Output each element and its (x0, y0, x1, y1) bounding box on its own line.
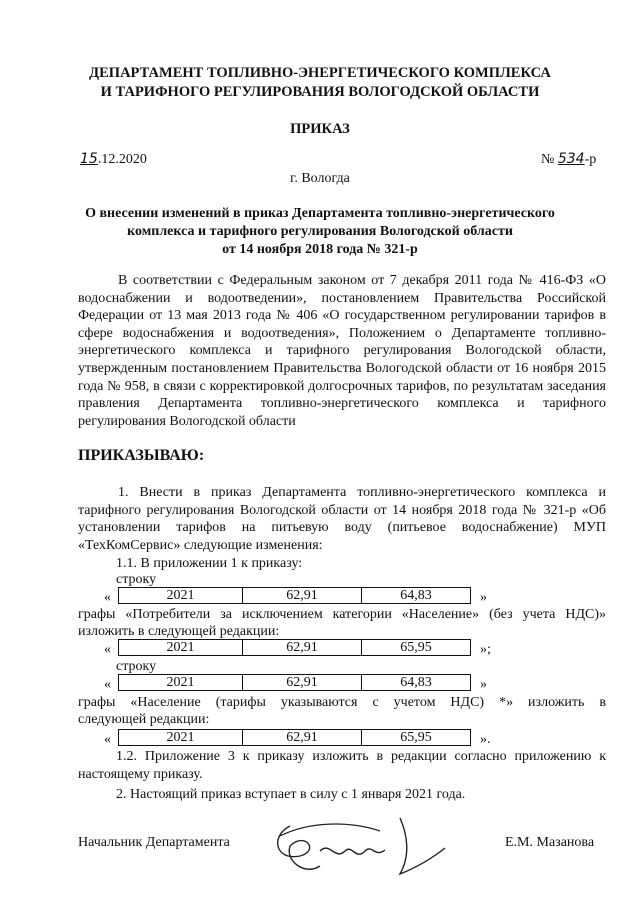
table-cell: 64,83 (362, 588, 471, 604)
document-number (541, 151, 596, 168)
signatory-position: Начальник Департамента (78, 835, 230, 850)
quote-open-1: « (104, 590, 111, 605)
table-row (119, 588, 471, 604)
title-line2: комплекса и тарифного регулирования Вологодской области (127, 224, 513, 239)
graph-a-text-line2: изложить в следующей редакции: (78, 624, 280, 639)
quote-close-dot: ». (480, 732, 491, 747)
order-word: ПРИКАЗЫВАЮ: (78, 447, 205, 464)
table-cell: 62,91 (243, 640, 362, 656)
document-date (80, 151, 147, 168)
graph-b-text-line2: следующей редакции: (78, 712, 210, 727)
date-rest: .12.2020 (97, 152, 147, 167)
department-name-line2: И ТАРИФНОГО РЕГУЛИРОВАНИЯ ВОЛОГОДСКОЙ ОБЛАСТИ (100, 84, 540, 100)
item-1-2: 1.2. Приложение 3 к приказу изложить в редакции согласно приложению к настоящему приказу. (78, 749, 606, 782)
graph-b-text-line1: графы «Население (тарифы указываются с учетом НДС) *» изложить в (78, 695, 606, 710)
quote-open-3: « (104, 677, 111, 692)
table-cell: 62,91 (243, 675, 362, 691)
quote-open-2: « (104, 642, 111, 657)
table-row (119, 730, 471, 746)
row-a-new-table (118, 639, 471, 656)
table-cell: 2021 (119, 640, 243, 656)
number-handwritten: 534 (557, 151, 585, 167)
graph-a-text-line1: графы «Потребители за исключением категории «Население» (без учета НДС)» (78, 607, 606, 622)
quote-close-1: » (480, 590, 487, 605)
item-1-1: 1.1. В приложении 1 к приказу: (116, 556, 303, 571)
word-row-1: строку (116, 572, 157, 587)
signatory-name: Е.М. Мазанова (505, 835, 595, 850)
preamble: В соответствии с Федеральным законом от 7 декабря 2011 года № 416-ФЗ «О водоснабжении и водоотведении», постановлением Правительства Российской Федерации от 13 мая 2013 года № 406 «О государственном регулировании тарифов в сфере водоснабжения и водоотведения», Положением о Департаменте топливно-энергетического комплекса и тарифного регулирования Вологодской области, утвержденным постановлением Правительства Вологодской области от 16 ноября 2015 года № 958, в связи с корректировкой долгосрочных тарифов, по результатам заседания правления Департамента топливно-энергетического комплекса и тарифного регулирования Вологодской области (78, 273, 606, 429)
title-line1: О внесении изменений в приказ Департамента топливно-энергетического (85, 206, 555, 221)
item-1: 1. Внести в приказ Департамента топливно-энергетического комплекса и тарифного регулирования Вологодской области от 14 ноября 2018 года № 321-р «Об установлении тарифов на питьевую воду (питьевое водоснабжение) МУП «ТехКомСервис» следующие изменения: (78, 485, 606, 553)
table-cell: 2021 (119, 675, 243, 691)
row-b-old-table (118, 674, 471, 691)
title-line3: от 14 ноября 2018 года № 321-р (222, 242, 418, 257)
table-row (119, 675, 471, 691)
table-cell: 2021 (119, 730, 243, 746)
row-b-new-table (118, 729, 471, 746)
item-2: 2. Настоящий приказ вступает в силу с 1 января 2021 года. (116, 787, 466, 802)
number-prefix: № (541, 152, 555, 167)
table-cell: 62,91 (243, 588, 362, 604)
quote-close-2: » (480, 677, 487, 692)
row-a-old-table (118, 587, 471, 604)
table-cell: 65,95 (362, 640, 471, 656)
number-suffix: -р (584, 152, 597, 167)
quote-open-4: « (104, 732, 111, 747)
word-row-2: строку (116, 659, 157, 674)
table-cell: 2021 (119, 588, 243, 604)
handwritten-signature (260, 806, 450, 886)
department-name-line1: ДЕПАРТАМЕНТ ТОПЛИВНО-ЭНЕРГЕТИЧЕСКОГО КОМПЛЕКСА (89, 65, 551, 81)
quote-close-semicolon: »; (480, 642, 491, 657)
table-cell: 64,83 (362, 675, 471, 691)
table-row (119, 640, 471, 656)
city: г. Вологда (290, 171, 350, 186)
table-cell: 62,91 (243, 730, 362, 746)
date-day-handwritten: 15 (80, 151, 98, 167)
table-cell: 65,95 (362, 730, 471, 746)
document-type: ПРИКАЗ (290, 121, 350, 137)
